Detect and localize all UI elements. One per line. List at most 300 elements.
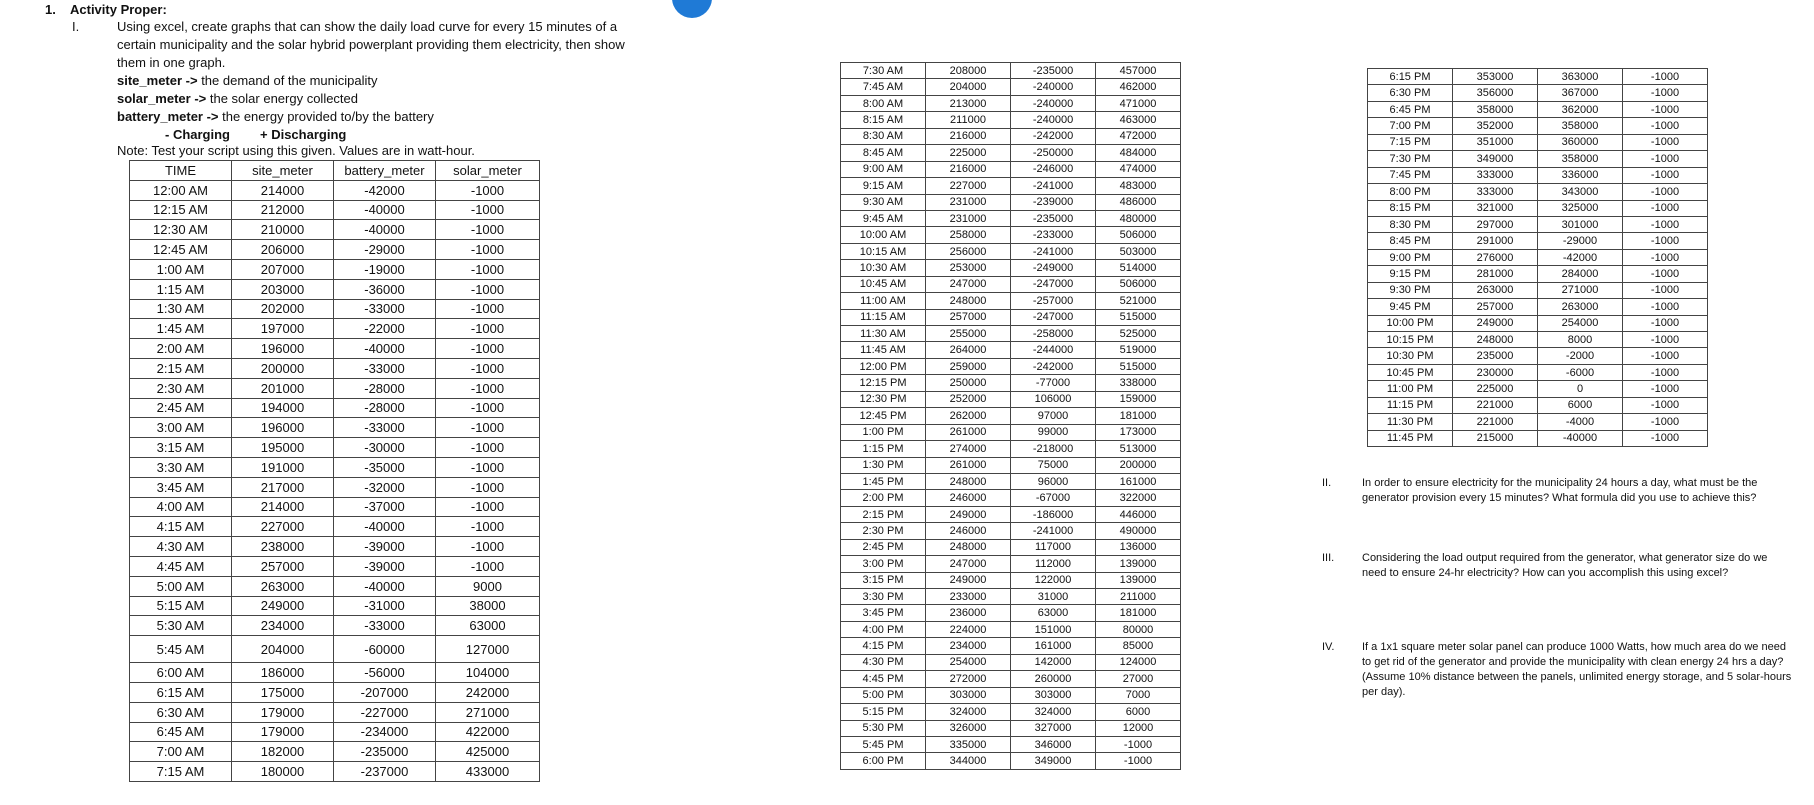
table-row	[1368, 167, 1708, 183]
table-row	[841, 95, 1181, 111]
table-cell: 181000	[1096, 408, 1181, 424]
table-cell: -1000	[1623, 315, 1708, 331]
table-row	[130, 682, 540, 702]
table-cell: -1000	[436, 358, 540, 378]
table-cell: 11:45 AM	[841, 342, 926, 358]
table-cell: 4:00 PM	[841, 621, 926, 637]
table-row	[841, 490, 1181, 506]
table-cell: -239000	[1011, 194, 1096, 210]
table-cell: -244000	[1011, 342, 1096, 358]
table-row	[1368, 332, 1708, 348]
table-cell: 525000	[1096, 326, 1181, 342]
table-cell: 352000	[1453, 118, 1538, 134]
table-row	[130, 517, 540, 537]
table-cell: 9:00 PM	[1368, 249, 1453, 265]
table-row	[841, 326, 1181, 342]
table-row	[130, 220, 540, 240]
table-cell: 9:30 AM	[841, 194, 926, 210]
table-cell: 179000	[232, 722, 334, 742]
table-row	[130, 200, 540, 220]
table-cell: -22000	[334, 319, 436, 339]
table-cell: -1000	[1623, 101, 1708, 117]
table-cell: 486000	[1096, 194, 1181, 210]
table-cell: 6000	[1096, 704, 1181, 720]
table-cell: -186000	[1011, 506, 1096, 522]
table-cell: -233000	[1011, 227, 1096, 243]
table-cell: 254000	[1538, 315, 1623, 331]
table-row	[1368, 348, 1708, 364]
table-row	[130, 457, 540, 477]
table-row	[130, 259, 540, 279]
table-row	[841, 572, 1181, 588]
definition-battery-meter: battery_meter -> the energy provided to/by the battery	[117, 109, 434, 124]
table-cell: 8:15 PM	[1368, 200, 1453, 216]
table-cell: 353000	[1453, 69, 1538, 85]
table-cell: 191000	[232, 457, 334, 477]
table-cell: 8:00 PM	[1368, 184, 1453, 200]
table-cell: 255000	[926, 326, 1011, 342]
table-row	[130, 358, 540, 378]
table-cell: 85000	[1096, 638, 1181, 654]
column-header: solar_meter	[436, 161, 540, 181]
table-cell: -28000	[334, 398, 436, 418]
table-cell: 1:15 PM	[841, 441, 926, 457]
table-cell: 6:15 AM	[130, 682, 232, 702]
table-cell: 136000	[1096, 539, 1181, 555]
table-row	[130, 319, 540, 339]
table-cell: 201000	[232, 378, 334, 398]
table-cell: 4:00 AM	[130, 497, 232, 517]
table-cell: 235000	[1453, 348, 1538, 364]
table-cell: -247000	[1011, 309, 1096, 325]
table-cell: -242000	[1011, 128, 1096, 144]
table-row	[130, 497, 540, 517]
table-cell: 506000	[1096, 276, 1181, 292]
table-cell: 7000	[1096, 687, 1181, 703]
table-cell: 10:45 PM	[1368, 364, 1453, 380]
table-cell: 249000	[926, 506, 1011, 522]
table-row	[1368, 315, 1708, 331]
table-row	[1368, 134, 1708, 150]
table-cell: 179000	[232, 702, 334, 722]
table-cell: 325000	[1538, 200, 1623, 216]
table-row	[841, 128, 1181, 144]
table-cell: 1:30 AM	[130, 299, 232, 319]
table-cell: -1000	[436, 537, 540, 557]
table-cell: 227000	[232, 517, 334, 537]
table-cell: 257000	[1453, 299, 1538, 315]
table-row	[841, 424, 1181, 440]
table-cell: 161000	[1096, 473, 1181, 489]
table-row	[841, 210, 1181, 226]
table-cell: 208000	[926, 63, 1011, 79]
table-cell: -1000	[1623, 430, 1708, 446]
table-cell: 7:30 AM	[841, 63, 926, 79]
table-cell: 230000	[1453, 364, 1538, 380]
table-cell: 303000	[1011, 687, 1096, 703]
table-cell: 3:00 PM	[841, 556, 926, 572]
table-cell: 263000	[1453, 282, 1538, 298]
table-cell: 252000	[926, 391, 1011, 407]
table-cell: -241000	[1011, 178, 1096, 194]
table-cell: 515000	[1096, 358, 1181, 374]
table-row	[130, 477, 540, 497]
table-cell: 63000	[1011, 605, 1096, 621]
table-cell: 139000	[1096, 572, 1181, 588]
table-cell: 343000	[1538, 184, 1623, 200]
table-cell: 472000	[1096, 128, 1181, 144]
table-row	[841, 589, 1181, 605]
table-cell: 506000	[1096, 227, 1181, 243]
table-row	[1368, 151, 1708, 167]
section-i-instruction: Using excel, create graphs that can show the daily load curve for every 15 minutes of a certain municipality and the solar hybrid powerplant providing them electricity, then show them in one graph.	[117, 19, 625, 70]
meter-table-part-1	[129, 160, 540, 782]
table-cell: 127000	[436, 636, 540, 663]
table-cell: 4:15 AM	[130, 517, 232, 537]
table-cell: 3:15 PM	[841, 572, 926, 588]
table-cell: -1000	[436, 418, 540, 438]
table-cell: 6:00 AM	[130, 663, 232, 683]
meter-definitions	[117, 72, 434, 144]
table-cell: 96000	[1011, 473, 1096, 489]
table-row	[1368, 414, 1708, 430]
table-cell: 75000	[1011, 457, 1096, 473]
table-row	[841, 523, 1181, 539]
table-cell: 221000	[1453, 414, 1538, 430]
table-cell: 7:45 AM	[841, 79, 926, 95]
table-row	[1368, 397, 1708, 413]
table-row	[841, 194, 1181, 210]
table-cell: 3:45 PM	[841, 605, 926, 621]
table-cell: 104000	[436, 663, 540, 683]
table-cell: -249000	[1011, 260, 1096, 276]
table-cell: 5:15 AM	[130, 596, 232, 616]
table-cell: 195000	[232, 438, 334, 458]
table-row	[130, 299, 540, 319]
table-cell: -1000	[436, 259, 540, 279]
table-cell: 225000	[926, 145, 1011, 161]
table-cell: 358000	[1538, 151, 1623, 167]
table-cell: 2:00 PM	[841, 490, 926, 506]
table-row	[130, 418, 540, 438]
table-row	[841, 161, 1181, 177]
table-row	[841, 654, 1181, 670]
table-row	[1368, 216, 1708, 232]
table-row	[130, 398, 540, 418]
table-cell: 333000	[1453, 184, 1538, 200]
table-row	[841, 753, 1181, 769]
table-cell: 8:30 AM	[841, 128, 926, 144]
table-cell: 4:15 PM	[841, 638, 926, 654]
table-cell: 324000	[1011, 704, 1096, 720]
table-cell: 3:15 AM	[130, 438, 232, 458]
table-cell: 336000	[1538, 167, 1623, 183]
table-cell: -33000	[334, 418, 436, 438]
table-cell: -30000	[334, 438, 436, 458]
table-cell: -42000	[1538, 249, 1623, 265]
table-cell: 358000	[1453, 101, 1538, 117]
question-iv-numeral: IV.	[1322, 641, 1335, 653]
table-cell: -1000	[436, 457, 540, 477]
table-row	[841, 638, 1181, 654]
table-cell: 5:45 PM	[841, 736, 926, 752]
table-row	[130, 556, 540, 576]
table-row	[130, 240, 540, 260]
table-cell: -4000	[1538, 414, 1623, 430]
table-row	[130, 378, 540, 398]
table-cell: 474000	[1096, 161, 1181, 177]
table-cell: 242000	[436, 682, 540, 702]
table-cell: 63000	[436, 616, 540, 636]
table-cell: -1000	[1623, 364, 1708, 380]
table-cell: 11:00 PM	[1368, 381, 1453, 397]
table-cell: 97000	[1011, 408, 1096, 424]
table-cell: 1:00 PM	[841, 424, 926, 440]
table-cell: 11:00 AM	[841, 293, 926, 309]
table-cell: 9:15 AM	[841, 178, 926, 194]
table-cell: 11:45 PM	[1368, 430, 1453, 446]
table-cell: 248000	[926, 539, 1011, 555]
table-cell: 346000	[1011, 736, 1096, 752]
table-cell: 247000	[926, 276, 1011, 292]
table-row	[841, 704, 1181, 720]
table-cell: -1000	[436, 378, 540, 398]
table-row	[841, 473, 1181, 489]
table-cell: 363000	[1538, 69, 1623, 85]
table-cell: -19000	[334, 259, 436, 279]
charge-legend: - Charging + Discharging	[165, 127, 347, 142]
table-cell: 159000	[1096, 391, 1181, 407]
table-cell: 12:45 PM	[841, 408, 926, 424]
table-cell: 335000	[926, 736, 1011, 752]
table-cell: -1000	[1623, 233, 1708, 249]
table-row	[841, 178, 1181, 194]
table-cell: 248000	[926, 473, 1011, 489]
table-cell: 212000	[232, 200, 334, 220]
table-cell: 194000	[232, 398, 334, 418]
table-cell: 142000	[1011, 654, 1096, 670]
table-cell: 351000	[1453, 134, 1538, 150]
table-cell: 10:15 AM	[841, 243, 926, 259]
table-cell: 422000	[436, 722, 540, 742]
table-cell: -42000	[334, 180, 436, 200]
table-cell: 204000	[926, 79, 1011, 95]
table-cell: 211000	[926, 112, 1011, 128]
table-cell: 291000	[1453, 233, 1538, 249]
table-cell: 12000	[1096, 720, 1181, 736]
table-cell: -235000	[334, 742, 436, 762]
table-cell: 301000	[1538, 216, 1623, 232]
table-cell: 324000	[926, 704, 1011, 720]
table-cell: -1000	[436, 200, 540, 220]
table-row	[1368, 282, 1708, 298]
table-cell: 151000	[1011, 621, 1096, 637]
table-cell: 215000	[1453, 430, 1538, 446]
column-header: TIME	[130, 161, 232, 181]
table-cell: 249000	[926, 572, 1011, 588]
table-cell: 1:30 PM	[841, 457, 926, 473]
table-row	[841, 260, 1181, 276]
table-row	[1368, 184, 1708, 200]
table-cell: 6000	[1538, 397, 1623, 413]
table-cell: -36000	[334, 279, 436, 299]
table-cell: 261000	[926, 457, 1011, 473]
table-cell: 264000	[926, 342, 1011, 358]
table-row	[841, 408, 1181, 424]
table-cell: 8000	[1538, 332, 1623, 348]
table-cell: 7:45 PM	[1368, 167, 1453, 183]
table-cell: -1000	[1623, 332, 1708, 348]
table-cell: -28000	[334, 378, 436, 398]
table-cell: 197000	[232, 319, 334, 339]
meter-table-part-3	[1367, 68, 1708, 447]
table-cell: -29000	[334, 240, 436, 260]
table-row	[841, 358, 1181, 374]
table-cell: -246000	[1011, 161, 1096, 177]
table-cell: 433000	[436, 762, 540, 782]
table-cell: 484000	[1096, 145, 1181, 161]
table-cell: -240000	[1011, 79, 1096, 95]
table-cell: 234000	[232, 616, 334, 636]
table-cell: 11:15 PM	[1368, 397, 1453, 413]
table-row	[130, 576, 540, 596]
table-cell: -1000	[436, 339, 540, 359]
table-cell: 7:15 PM	[1368, 134, 1453, 150]
table-cell: -1000	[1623, 69, 1708, 85]
question-iv-text: If a 1x1 square meter solar panel can produce 1000 Watts, how much area do we need to get rid of the generator and provide the municipality with clean energy 24 hrs a day? (Assume 10% distance between the panels, unlimited energy storage, and 5 solar-hours per day).	[1362, 641, 1792, 698]
activity-heading	[45, 2, 167, 17]
table-cell: 5:15 PM	[841, 704, 926, 720]
table-cell: -1000	[436, 497, 540, 517]
table-cell: 274000	[926, 441, 1011, 457]
table-cell: 257000	[926, 309, 1011, 325]
table-cell: -1000	[1623, 151, 1708, 167]
table-cell: 11:15 AM	[841, 309, 926, 325]
table-cell: 214000	[232, 180, 334, 200]
table-cell: 6:00 PM	[841, 753, 926, 769]
table-row	[1368, 249, 1708, 265]
table-cell: -29000	[1538, 233, 1623, 249]
table-cell: -40000	[334, 200, 436, 220]
table-cell: -258000	[1011, 326, 1096, 342]
column-header: site_meter	[232, 161, 334, 181]
table-row	[841, 276, 1181, 292]
table-cell: 5:30 AM	[130, 616, 232, 636]
table-cell: 200000	[232, 358, 334, 378]
table-cell: 5:45 AM	[130, 636, 232, 663]
table-cell: 483000	[1096, 178, 1181, 194]
table-cell: 181000	[1096, 605, 1181, 621]
table-cell: 9:30 PM	[1368, 282, 1453, 298]
table-row	[841, 112, 1181, 128]
table-cell: 519000	[1096, 342, 1181, 358]
table-cell: -257000	[1011, 293, 1096, 309]
table-cell: -1000	[1623, 381, 1708, 397]
table-cell: -241000	[1011, 523, 1096, 539]
table-cell: 173000	[1096, 424, 1181, 440]
table-cell: 259000	[926, 358, 1011, 374]
table-cell: 227000	[926, 178, 1011, 194]
table-cell: -1000	[1623, 118, 1708, 134]
table-cell: 521000	[1096, 293, 1181, 309]
table-cell: 1:45 PM	[841, 473, 926, 489]
table-row	[130, 636, 540, 663]
table-cell: 2:45 PM	[841, 539, 926, 555]
table-cell: 303000	[926, 687, 1011, 703]
table-cell: 31000	[1011, 589, 1096, 605]
table-row	[841, 687, 1181, 703]
table-row	[1368, 118, 1708, 134]
table-cell: 349000	[1453, 151, 1538, 167]
table-cell: 10:00 PM	[1368, 315, 1453, 331]
table-cell: 1:15 AM	[130, 279, 232, 299]
table-cell: 249000	[232, 596, 334, 616]
table-row	[130, 702, 540, 722]
table-cell: 3:00 AM	[130, 418, 232, 438]
table-cell: -1000	[1623, 216, 1708, 232]
table-cell: 515000	[1096, 309, 1181, 325]
table-cell: 233000	[926, 589, 1011, 605]
table-row	[841, 145, 1181, 161]
table-cell: 258000	[926, 227, 1011, 243]
table-cell: -1000	[1623, 200, 1708, 216]
table-cell: 253000	[926, 260, 1011, 276]
question-iv	[1322, 640, 1802, 700]
table-cell: -234000	[334, 722, 436, 742]
table-cell: -56000	[334, 663, 436, 683]
table-row	[1368, 430, 1708, 446]
table-row	[1368, 299, 1708, 315]
table-cell: 246000	[926, 490, 1011, 506]
table-row	[841, 539, 1181, 555]
table-row	[130, 762, 540, 782]
table-cell: -39000	[334, 537, 436, 557]
table-cell: 260000	[1011, 671, 1096, 687]
table-cell: 203000	[232, 279, 334, 299]
table-cell: 4:30 PM	[841, 654, 926, 670]
table-row	[841, 63, 1181, 79]
table-cell: -241000	[1011, 243, 1096, 259]
table-cell: -37000	[334, 497, 436, 517]
question-iii-numeral: III.	[1322, 552, 1335, 564]
table-cell: -1000	[436, 240, 540, 260]
table-cell: -67000	[1011, 490, 1096, 506]
table-cell: -33000	[334, 299, 436, 319]
table-cell: 471000	[1096, 95, 1181, 111]
table-cell: 12:00 PM	[841, 358, 926, 374]
table-cell: 214000	[232, 497, 334, 517]
table-cell: 327000	[1011, 720, 1096, 736]
table-cell: 12:15 PM	[841, 375, 926, 391]
table-cell: 4:45 PM	[841, 671, 926, 687]
question-ii	[1322, 476, 1802, 516]
table-cell: 5:30 PM	[841, 720, 926, 736]
table-cell: 238000	[232, 537, 334, 557]
table-cell: 261000	[926, 424, 1011, 440]
table-cell: 338000	[1096, 375, 1181, 391]
table-cell: -235000	[1011, 210, 1096, 226]
table-cell: 6:45 PM	[1368, 101, 1453, 117]
table-cell: -207000	[334, 682, 436, 702]
table-row	[130, 537, 540, 557]
table-cell: 1:00 AM	[130, 259, 232, 279]
activity-title: Activity Proper:	[70, 2, 167, 17]
table-cell: -227000	[334, 702, 436, 722]
table-cell: 356000	[1453, 85, 1538, 101]
table-cell: -40000	[334, 576, 436, 596]
table-cell: 10:00 AM	[841, 227, 926, 243]
table-cell: 106000	[1011, 391, 1096, 407]
